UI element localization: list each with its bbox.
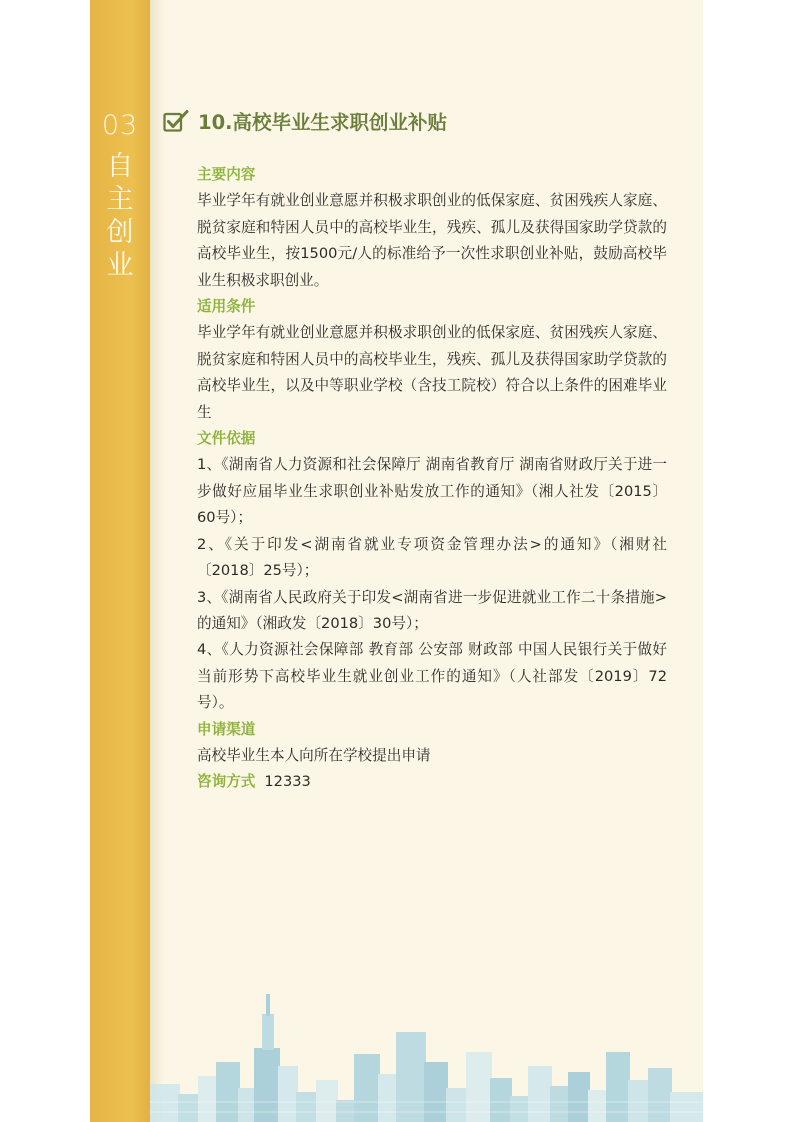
page: [90, 0, 703, 1122]
checkbox-check-icon: [162, 107, 190, 135]
contact-label: 咨询方式: [197, 773, 256, 791]
city-skyline-illustration: [150, 992, 703, 1122]
chapter-title-char: 创: [106, 217, 134, 248]
channel-label: 申请渠道: [197, 720, 256, 738]
contact-line: [197, 769, 667, 795]
chapter-title-char: 自: [106, 151, 134, 182]
document-item: 4、《人力资源社会保障部 教育部 公安部 财政部 中国人民银行关于做好当前形势下高校毕业生就业创业工作的通知》（人社部发〔2019〕72号）。: [197, 641, 667, 712]
conditions-label: 适用条件: [197, 298, 256, 316]
documents-label: 文件依据: [197, 430, 256, 448]
channel-text: 高校毕业生本人向所在学校提出申请: [197, 746, 431, 764]
page-title: 10.高校毕业生求职创业补贴: [198, 111, 448, 134]
content: [197, 162, 667, 796]
conditions-text: 毕业学年有就业创业意愿并积极求职创业的低保家庭、贫困残疾人家庭、脱贫家庭和特困人员中的高校毕业生，残疾、孤儿及获得国家助学贷款的高校毕业生，以及中等职业学校（含技工院校）符合以上条件的困难毕业生: [197, 324, 667, 421]
contact-value: 12333: [264, 773, 311, 791]
main-content-text: 毕业学年有就业创业意愿并积极求职创业的低保家庭、贫困残疾人家庭、脱贫家庭和特困人员中的高校毕业生，残疾、孤儿及获得国家助学贷款的高校毕业生，按1500元/人的标准给予一次性求职创业补贴，鼓励高校毕业生积极求职创业。: [197, 192, 667, 289]
chapter-title-char: 业: [106, 250, 134, 281]
chapter-side-bar: [90, 0, 150, 1122]
main-content-label: 主要内容: [197, 166, 256, 183]
chapter-number: 03: [101, 110, 139, 141]
section-heading: [162, 107, 447, 135]
document-item: 3、《湖南省人民政府关于印发<湖南省进一步促进就业工作二十条措施>的通知》（湘政发〔2018〕30号）；: [197, 588, 667, 632]
chapter-title-char: 主: [106, 184, 134, 215]
document-item: 1、《湖南省人力资源和社会保障厅 湖南省教育厅 湖南省财政厅关于进一步做好应届毕业生求职创业补贴发放工作的通知》（湘人社发〔2015〕60号）；: [197, 456, 667, 527]
side-shadow: [150, 0, 164, 1122]
document-item: 2、《关于印发<湖南省就业专项资金管理办法>的通知》（湘财社〔2018〕25号）；: [197, 535, 667, 580]
chapter-title: [90, 150, 150, 282]
